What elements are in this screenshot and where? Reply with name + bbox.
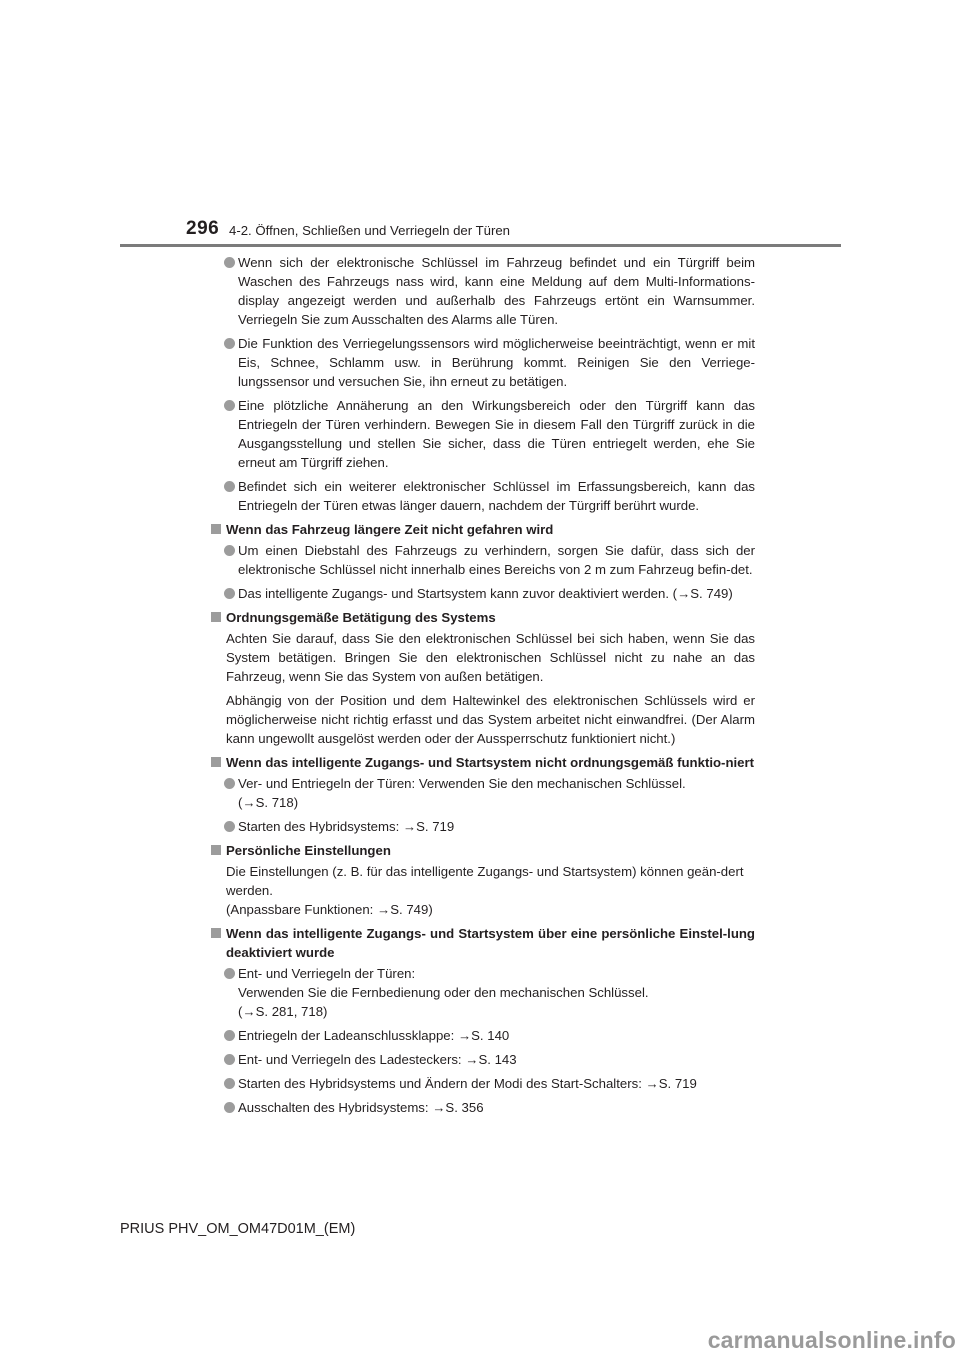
heading-text: Wenn das intelligente Zugangs- und Startsystem nicht ordnungsgemäß funktio-niert [226,755,755,770]
bullet-icon [224,338,235,349]
square-bullet-icon [211,845,221,855]
page-content [210,253,755,1122]
bullet-icon [224,1054,235,1065]
list-item [210,1074,755,1093]
bullet-icon [224,400,235,411]
square-bullet-icon [211,612,221,622]
list-item [210,584,755,603]
square-bullet-icon [211,757,221,767]
bullet-text: Die Funktion des Verriegelungssensors wird möglicherweise beeinträchtigt, wenn er mit Eis, Schnee, Schlamm usw. in Berührung kommt. Reinigen Sie den Verriege-lungssensor und versuchen Sie, ihn erneut zu betätigen. [238,336,755,389]
bullet-icon [224,778,235,789]
list-item [210,964,755,1021]
bullet-text: Befindet sich ein weiterer elektronischer Schlüssel im Erfassungsbereich, kann das Entriegeln der Türen etwas länger dauern, nachdem der Türgriff berührt wurde. [238,479,755,513]
paragraph: Die Einstellungen (z. B. für das intelligente Zugangs- und Startsystem) können geän-dert werden. (Anpassbare Funktionen: →S. 749) [226,864,744,917]
list-item [210,817,755,836]
section-heading-personal-settings [210,841,755,860]
section-title: 4-2. Öffnen, Schließen und Verriegeln der Türen [229,223,511,238]
bullet-icon [224,257,235,268]
watermark: carmanualsonline.info [707,1327,956,1353]
list-item [210,541,755,579]
heading-text: Ordnungsgemäße Betätigung des Systems [226,610,496,625]
square-bullet-icon [211,524,221,534]
section-heading-deactivated [210,924,755,962]
heading-text: Wenn das Fahrzeug längere Zeit nicht gefahren wird [226,522,554,537]
square-bullet-icon [211,928,221,938]
bullet-text: Starten des Hybridsystems und Ändern der Modi des Start-Schalters: →S. 719 [238,1076,697,1091]
bullet-icon [224,1078,235,1089]
bullet-icon [224,481,235,492]
bullet-icon [224,821,235,832]
list-item [210,253,755,329]
list-item [210,1026,755,1045]
bullet-icon [224,545,235,556]
page-number: 296 [186,218,220,239]
bullet-text: Eine plötzliche Annäherung an den Wirkungsbereich oder den Türgriff kann das Entriegeln der Türen verhindern. Bewegen Sie in diesem Fall den Türgriff zurück in die Ausgangsstellung und stellen Sie sicher, dass die Türen entriegelt werden, ehe Sie erneut am Türgriff ziehen. [238,398,755,470]
list-item [210,396,755,472]
heading-text: Wenn das intelligente Zugangs- und Startsystem über eine persönliche Einstel-lung deaktiviert wurde [226,926,755,960]
section-heading-long-parking [210,520,755,539]
bullet-icon [224,1030,235,1041]
paragraph: Abhängig von der Position und dem Haltewinkel des elektronischen Schlüssels wird er möglicherweise nicht richtig erfasst und das System arbeitet nicht einwandfrei. (Der Alarm kann ungewollt ausgelöst werden oder der Aussperrschutz funktioniert nicht.) [226,693,755,746]
bullet-text: Entriegeln der Ladeanschlussklappe: →S. 140 [238,1028,510,1043]
bullet-text: Ausschalten des Hybridsystems: →S. 356 [238,1100,484,1115]
bullet-icon [224,1102,235,1113]
bullet-text: Um einen Diebstahl des Fahrzeugs zu verhindern, sorgen Sie dafür, dass sich der elektronische Schlüssel nicht innerhalb eines Bereichs von 2 m zum Fahrzeug befin-det. [238,543,755,577]
bullet-text: Wenn sich der elektronische Schlüssel im Fahrzeug befindet und ein Türgriff beim Waschen des Fahrzeugs nass wird, kann eine Meldung auf dem Multi-Informations-display angezeigt werden und außerhalb des Fahrzeugs ertönt ein Warnsummer. Verriegeln Sie zum Ausschalten des Alarms alle Türen. [238,255,755,327]
list-item [210,477,755,515]
bullet-text: Ver- und Entriegeln der Türen: Verwenden Sie den mechanischen Schlüssel. (→S. 718) [238,776,686,810]
list-item [210,774,755,812]
bullet-text: Ent- und Verriegeln des Ladesteckers: →S. 143 [238,1052,517,1067]
footer-model-code: PRIUS PHV_OM_OM47D01M_(EM) [120,1221,356,1237]
bullet-icon [224,588,235,599]
bullet-text: Starten des Hybridsystems: →S. 719 [238,819,455,834]
list-item [210,1098,755,1117]
section-heading-proper-operation [210,608,755,627]
bullet-icon [224,968,235,979]
heading-text: Persönliche Einstellungen [226,843,391,858]
section-heading-malfunction [210,753,755,772]
header-divider [120,244,841,247]
bullet-text: Ent- und Verriegeln der Türen: Verwenden Sie die Fernbedienung oder den mechanischen Schlüssel. (→S. 281, 718) [238,966,649,1019]
paragraph: Achten Sie darauf, dass Sie den elektronischen Schlüssel bei sich haben, wenn Sie das System betätigen. Bringen Sie den elektronischen Schlüssel nicht zu nahe an das Fahrzeug, wenn Sie das System von außen betätigen. [226,631,755,684]
list-item [210,1050,755,1069]
bullet-text: Das intelligente Zugangs- und Startsystem kann zuvor deaktiviert werden. (→S. 749) [238,586,733,601]
list-item [210,334,755,391]
